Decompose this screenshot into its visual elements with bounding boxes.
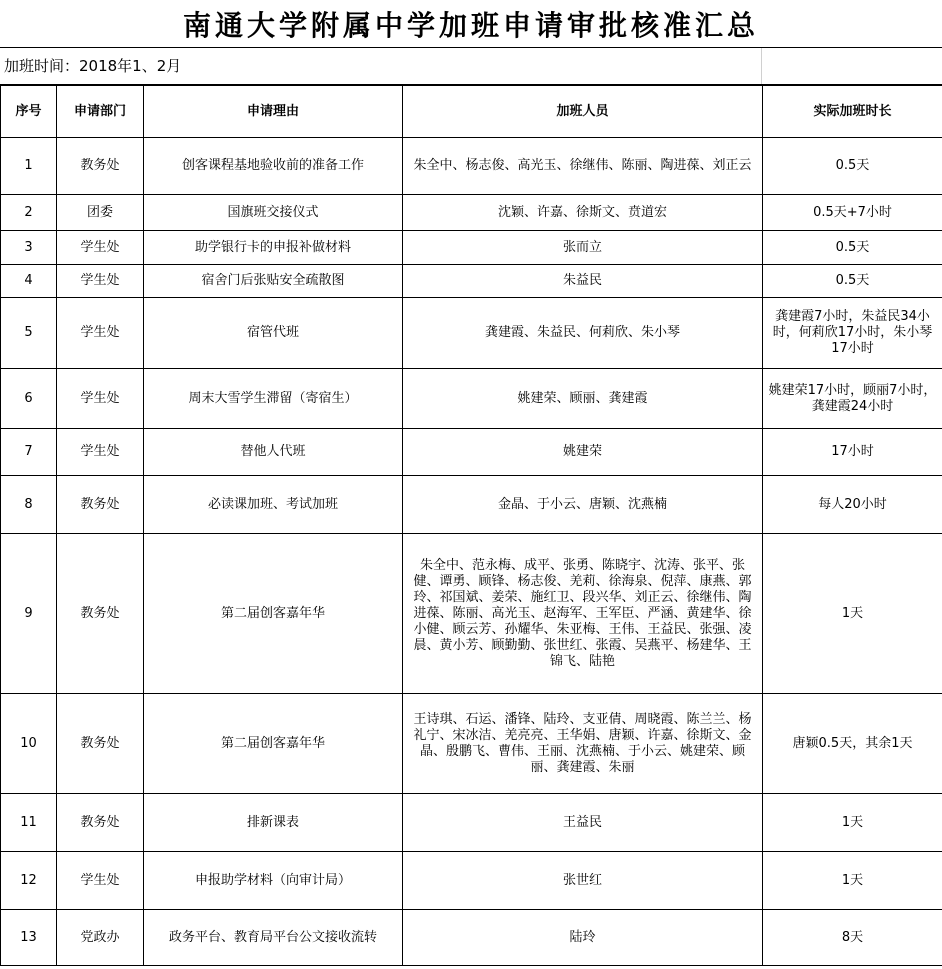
seq-cell: 2	[1, 195, 57, 231]
duration-cell: 1天	[763, 794, 942, 852]
table-row	[1, 265, 942, 298]
dept-cell: 教务处	[57, 534, 144, 694]
reason-cell: 必读课加班、考试加班	[144, 476, 403, 534]
duration-cell: 唐颖0.5天，其余1天	[763, 694, 942, 794]
table-row	[1, 138, 942, 195]
reason-cell: 申报助学材料（向审计局）	[144, 852, 403, 910]
duration-cell: 17小时	[763, 429, 942, 476]
duration-cell: 0.5天	[763, 231, 942, 265]
dept-cell: 教务处	[57, 794, 144, 852]
seq-cell: 3	[1, 231, 57, 265]
duration-cell: 姚建荣17小时，顾丽7小时，龚建霞24小时	[763, 369, 942, 429]
header-dept: 申请部门	[57, 86, 144, 138]
table-row	[1, 694, 942, 794]
seq-cell: 4	[1, 265, 57, 298]
duration-cell: 0.5天	[763, 138, 942, 195]
duration-cell: 每人20小时	[763, 476, 942, 534]
seq-cell: 12	[1, 852, 57, 910]
dept-cell: 学生处	[57, 369, 144, 429]
duration-cell: 8天	[763, 910, 942, 966]
people-cell: 姚建荣、顾丽、龚建霞	[403, 369, 763, 429]
people-cell: 张而立	[403, 231, 763, 265]
reason-cell: 周末大雪学生滞留（寄宿生）	[144, 369, 403, 429]
header-duration: 实际加班时长	[763, 86, 942, 138]
dept-cell: 教务处	[57, 476, 144, 534]
reason-cell: 替他人代班	[144, 429, 403, 476]
reason-cell: 国旗班交接仪式	[144, 195, 403, 231]
seq-cell: 5	[1, 298, 57, 369]
table-row	[1, 369, 942, 429]
table-row	[1, 476, 942, 534]
seq-cell: 11	[1, 794, 57, 852]
sheet-title: 南通大学附属中学加班申请审批核准汇总	[0, 0, 942, 48]
people-cell: 龚建霞、朱益民、何莉欣、朱小琴	[403, 298, 763, 369]
people-cell: 王益民	[403, 794, 763, 852]
dept-cell: 教务处	[57, 694, 144, 794]
table-row	[1, 910, 942, 966]
reason-cell: 排新课表	[144, 794, 403, 852]
people-cell: 沈颖、许嘉、徐斯文、贲道宏	[403, 195, 763, 231]
duration-cell: 1天	[763, 534, 942, 694]
table-row	[1, 231, 942, 265]
dept-cell: 学生处	[57, 429, 144, 476]
seq-cell: 13	[1, 910, 57, 966]
reason-cell: 创客课程基地验收前的准备工作	[144, 138, 403, 195]
people-cell: 朱全中、范永梅、成平、张勇、陈晓宇、沈涛、张平、张健、谭勇、顾锋、杨志俊、羌莉、徐海泉、倪萍、康燕、郭玲、祁国斌、姜荣、施红卫、段兴华、刘正云、徐继伟、陶进葆、陈丽、高光玉、赵海军、王军臣、严涵、黄建华、徐小健、顾云芳、孙耀华、朱亚梅、王伟、王益民、张强、凌晨、黄小芳、顾勤勤、张世红、张霞、吴燕平、杨建华、王锦飞、陆艳	[403, 534, 763, 694]
duration-cell: 1天	[763, 852, 942, 910]
header-row	[1, 86, 942, 138]
people-cell: 张世红	[403, 852, 763, 910]
reason-cell: 助学银行卡的申报补做材料	[144, 231, 403, 265]
people-cell: 朱益民	[403, 265, 763, 298]
people-cell: 朱全中、杨志俊、高光玉、徐继伟、陈丽、陶进葆、刘正云	[403, 138, 763, 195]
seq-cell: 1	[1, 138, 57, 195]
reason-cell: 第二届创客嘉年华	[144, 534, 403, 694]
seq-cell: 6	[1, 369, 57, 429]
table-row	[1, 534, 942, 694]
header-people: 加班人员	[403, 86, 763, 138]
dept-cell: 党政办	[57, 910, 144, 966]
duration-cell: 0.5天+7小时	[763, 195, 942, 231]
people-cell: 金晶、于小云、唐颖、沈燕楠	[403, 476, 763, 534]
table-row	[1, 195, 942, 231]
people-cell: 陆玲	[403, 910, 763, 966]
reason-cell: 政务平台、教育局平台公文接收流转	[144, 910, 403, 966]
reason-cell: 第二届创客嘉年华	[144, 694, 403, 794]
dept-cell: 学生处	[57, 231, 144, 265]
dept-cell: 学生处	[57, 265, 144, 298]
table-row	[1, 852, 942, 910]
dept-cell: 教务处	[57, 138, 144, 195]
overtime-period: 加班时间：2018年1、2月	[4, 57, 182, 75]
people-cell: 姚建荣	[403, 429, 763, 476]
overtime-table	[0, 85, 942, 966]
seq-cell: 8	[1, 476, 57, 534]
reason-cell: 宿舍门后张贴安全疏散图	[144, 265, 403, 298]
people-cell: 王诗琪、石运、潘锋、陆玲、支亚倩、周晓霞、陈兰兰、杨礼宁、宋冰洁、羌亮亮、王华娟、唐颖、许嘉、徐斯文、金晶、殷鹏飞、曹伟、王丽、沈燕楠、于小云、姚建荣、顾丽、龚建霞、朱丽	[403, 694, 763, 794]
dept-cell: 团委	[57, 195, 144, 231]
seq-cell: 9	[1, 534, 57, 694]
duration-cell: 0.5天	[763, 265, 942, 298]
table-row	[1, 298, 942, 369]
header-seq: 序号	[1, 86, 57, 138]
table-row	[1, 794, 942, 852]
dept-cell: 学生处	[57, 298, 144, 369]
duration-cell: 龚建霞7小时，朱益民34小时，何莉欣17小时，朱小琴17小时	[763, 298, 942, 369]
cell-divider	[761, 48, 762, 84]
reason-cell: 宿管代班	[144, 298, 403, 369]
seq-cell: 7	[1, 429, 57, 476]
seq-cell: 10	[1, 694, 57, 794]
period-row	[0, 48, 942, 85]
header-reason: 申请理由	[144, 86, 403, 138]
table-row	[1, 429, 942, 476]
dept-cell: 学生处	[57, 852, 144, 910]
